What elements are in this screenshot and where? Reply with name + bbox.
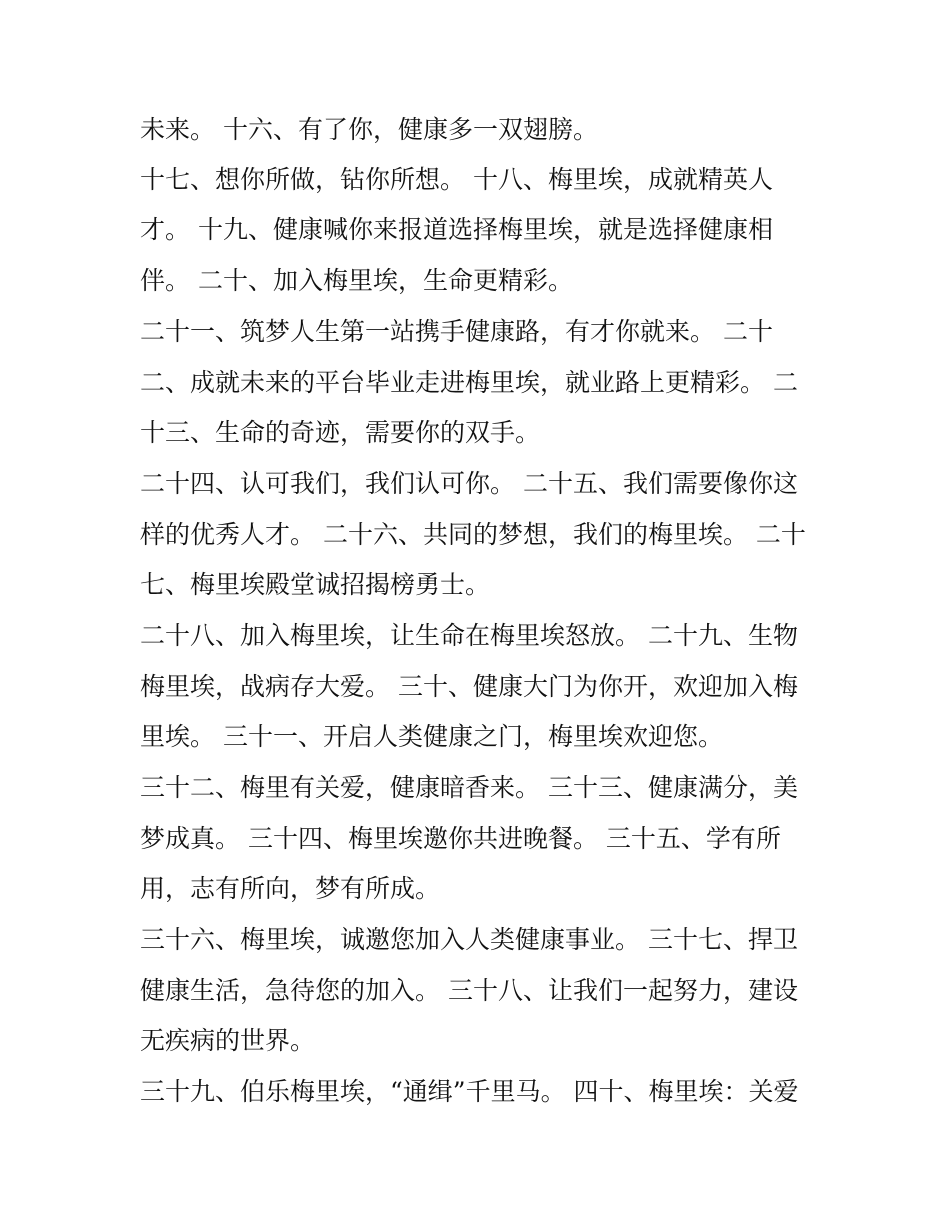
text-line: 三十九、伯乐梅里埃，“通缉”千里马。 四十、梅里埃：关爱 — [140, 1077, 799, 1106]
text-line: 里埃。 三十一、开启人类健康之门，梅里埃欢迎您。 — [140, 722, 723, 751]
text-line: 样的优秀人才。 二十六、共同的梦想，我们的梅里埃。 二十 — [140, 520, 806, 549]
text-line: 三十六、梅里埃，诚邀您加入人类健康事业。 三十七、捍卫 — [140, 925, 798, 954]
text-line: 二十四、认可我们，我们认可你。 二十五、我们需要像你这 — [140, 469, 798, 498]
text-line: 七、梅里埃殿堂诚招揭榜勇士。 — [140, 570, 491, 599]
text-line: 伴。 二十、加入梅里埃，生命更精彩。 — [140, 266, 573, 295]
text-line: 才。 十九、健康喊你来报道选择梅里埃，就是选择健康相 — [140, 215, 773, 244]
text-line: 无疾病的世界。 — [140, 1026, 316, 1055]
text-line: 健康生活，急待您的加入。 三十八、让我们一起努力，建设 — [140, 976, 798, 1005]
text-line: 三十二、梅里有关爱，健康暗香来。 三十三、健康满分，美 — [140, 773, 798, 802]
text-line: 二、成就未来的平台毕业走进梅里埃，就业路上更精彩。 二 — [140, 368, 798, 397]
text-line: 十三、生命的奇迹，需要你的双手。 — [140, 418, 541, 447]
text-line: 二十一、筑梦人生第一站携手健康路，有才你就来。 二十 — [140, 317, 773, 346]
text-line: 梅里埃，战病存大爱。 三十、健康大门为你开，欢迎加入梅 — [140, 672, 798, 701]
text-line: 未来。 十六、有了你，健康多一双翅膀。 — [140, 115, 598, 144]
text-line: 用，志有所向，梦有所成。 — [140, 874, 441, 903]
text-line: 十七、想你所做，钻你所想。 十八、梅里埃，成就精英人 — [140, 165, 773, 194]
text-line: 二十八、加入梅里埃，让生命在梅里埃怒放。 二十九、生物 — [140, 621, 798, 650]
text-line: 梦成真。 三十四、梅里埃邀你共进晚餐。 三十五、学有所 — [140, 824, 781, 853]
